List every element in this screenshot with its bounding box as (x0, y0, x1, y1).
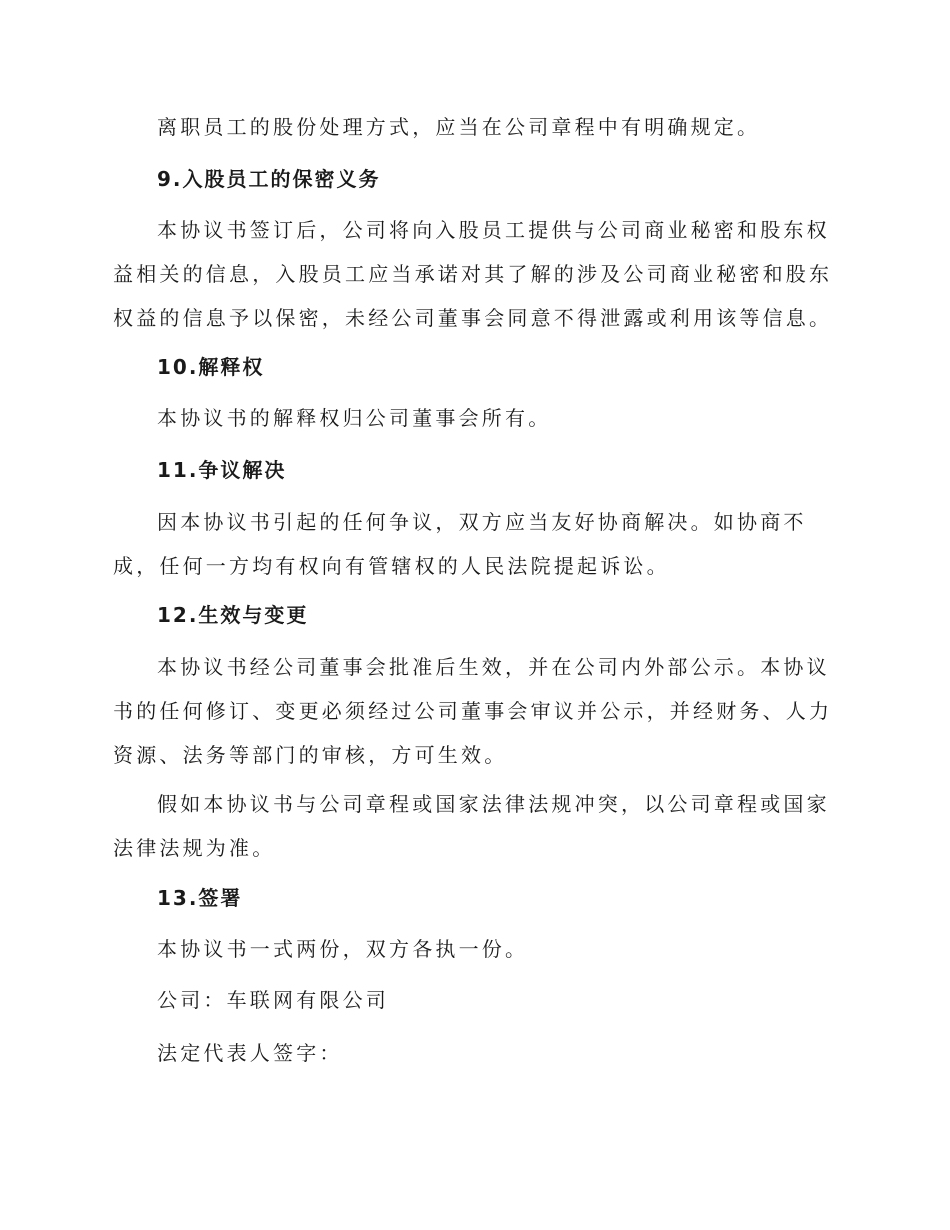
representative-signature-line: 法定代表人签字： (157, 1041, 343, 1065)
section-9-paragraph: 本协议书签订后，公司将向入股员工提供与公司商业秘密和股东权益相关的信息，入股员工应当承诺对其了解的涉及公司商业秘密和股东权益的信息予以保密，未经公司董事会同意不得泄露或利用该等信息。 (113, 218, 833, 330)
section-heading-11: 11.争议解决 (157, 458, 287, 482)
section-heading-9: 9.入股员工的保密义务 (157, 167, 381, 191)
section-12-paragraph-1: 本协议书经公司董事会批准后生效，并在公司内外部公示。本协议书的任何修订、变更必须经过公司董事会审议并公示，并经财务、人力资源、法务等部门的审核，方可生效。 (113, 655, 833, 767)
section-heading-12: 12.生效与变更 (157, 603, 309, 627)
company-signature-line: 公司：车联网有限公司 (157, 988, 389, 1012)
section-11-paragraph: 因本协议书引起的任何争议，双方应当友好协商解决。如协商不成，任何一方均有权向有管辖权的人民法院提起诉讼。 (113, 510, 807, 578)
section-13-paragraph: 本协议书一式两份，双方各执一份。 (157, 937, 529, 961)
section-heading-10: 10.解释权 (157, 355, 265, 379)
section-heading-13: 13.签署 (157, 886, 243, 910)
intro-paragraph: 离职员工的股份处理方式，应当在公司章程中有明确规定。 (157, 115, 761, 139)
section-10-paragraph: 本协议书的解释权归公司董事会所有。 (157, 406, 552, 430)
section-12-paragraph-2: 假如本协议书与公司章程或国家法律法规冲突，以公司章程或国家法律法规为准。 (113, 792, 830, 860)
